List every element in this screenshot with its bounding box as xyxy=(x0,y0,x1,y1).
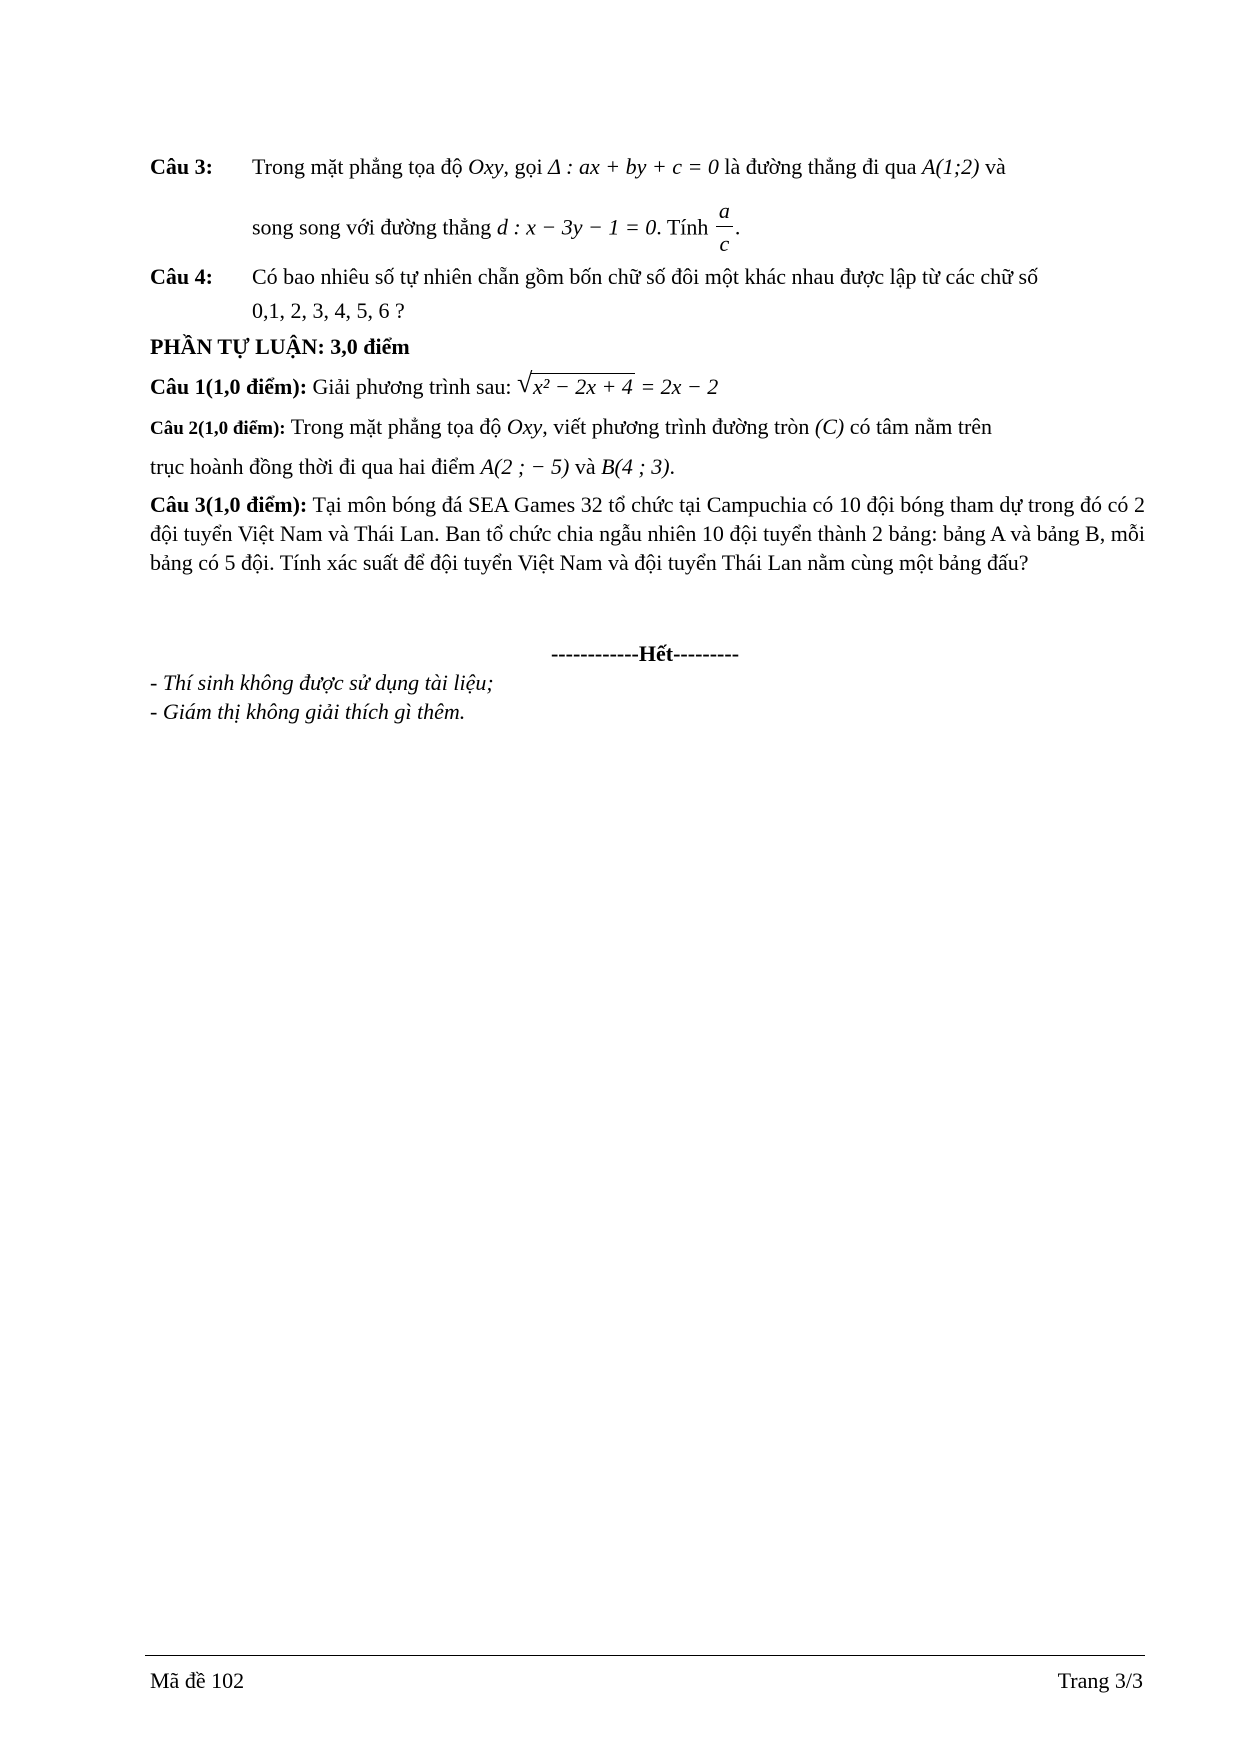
essay-2-text: có tâm nằm trên xyxy=(844,414,993,439)
essay-1-text: Giải phương trình sau: xyxy=(307,374,517,399)
essay-1 xyxy=(150,368,719,400)
q3-point-a: A(1;2) xyxy=(922,154,980,179)
question-3-label: Câu 3: xyxy=(150,154,213,179)
essay-2-line-2 xyxy=(150,454,675,480)
essay-1-label: Câu 1(1,0 điểm): xyxy=(150,374,308,399)
essay-2-point-b: B(4 ; 3) xyxy=(601,454,670,479)
q3-oxy: Oxy xyxy=(468,154,504,179)
q3-text: song song với đường thẳng xyxy=(252,214,497,240)
end-mark: ------------Hết--------- xyxy=(550,641,740,666)
radicand: x² − 2x + 4 xyxy=(532,374,633,399)
essay-1-rhs: = 2x − 2 xyxy=(634,374,719,399)
footer-exam-code: Mã đề 102 xyxy=(150,1668,245,1693)
question-4-label: Câu 4: xyxy=(150,264,213,289)
question-4-line-1: Có bao nhiêu số tự nhiên chẵn gồm bốn chữ số đôi một khác nhau được lập từ các chữ số xyxy=(252,264,1039,289)
section-title: PHẦN TỰ LUẬN: 3,0 điểm xyxy=(150,334,410,359)
note-1: - Thí sinh không được sử dụng tài liệu; xyxy=(150,670,494,695)
q3-text: Trong mặt phẳng tọa độ xyxy=(252,154,469,179)
radical-sign-icon: √ xyxy=(516,368,533,399)
fraction-numerator: a xyxy=(716,200,733,227)
essay-2-text: Trong mặt phẳng tọa độ xyxy=(285,414,507,439)
essay-2-text: và xyxy=(569,454,602,479)
essay-2-oxy: Oxy xyxy=(506,414,543,439)
essay-3 xyxy=(150,490,1145,577)
essay-2-line-1 xyxy=(150,414,992,440)
q3-text: . Tính xyxy=(656,214,714,240)
sqrt-expression xyxy=(516,368,635,400)
q3-text: , gọi xyxy=(503,154,549,179)
essay-2-label: Câu 2(1,0 điểm): xyxy=(150,418,286,439)
q3-fraction xyxy=(716,200,733,255)
question-3-line-1 xyxy=(252,154,1006,180)
essay-2-point-a: A(2 ; − 5) xyxy=(480,454,570,479)
essay-2-circle: (C) xyxy=(814,414,845,439)
q3-text: . xyxy=(734,214,741,240)
footer-divider xyxy=(145,1655,1145,1656)
q3-d-equation: d : x − 3y − 1 = 0 xyxy=(496,214,657,240)
note-2: - Giám thị không giải thích gì thêm. xyxy=(150,699,466,724)
q3-text: là đường thẳng đi qua xyxy=(718,154,923,179)
fraction-denominator: c xyxy=(719,231,730,256)
essay-2-text: , viết phương trình đường tròn xyxy=(542,414,815,439)
essay-3-label: Câu 3(1,0 điểm): xyxy=(150,492,308,517)
q3-text: và xyxy=(979,154,1006,179)
q3-delta-equation: Δ : ax + by + c = 0 xyxy=(548,154,719,179)
essay-2-text: . xyxy=(669,454,676,479)
essay-2-text: trục hoành đồng thời đi qua hai điểm xyxy=(150,454,481,479)
question-4-line-2: 0,1, 2, 3, 4, 5, 6 ? xyxy=(252,298,405,323)
question-3-line-2 xyxy=(252,200,740,255)
essay-3-text: Tại môn bóng đá SEA Games 32 tổ chức tại Campuchia có 10 đội bóng tham dự trong đó có 2 đội tuyển Việt Nam và Thái Lan. Ban tổ chức chia ngẫu nhiên 10 đội tuyển thành 2 bảng: bảng A và bảng B, mỗi bảng có 5 đội. Tính xác suất để đội tuyển Việt Nam và đội tuyển Thái Lan nằm cùng một bảng đấu? xyxy=(150,492,1145,575)
footer-page-number: Trang 3/3 xyxy=(1057,1668,1143,1693)
